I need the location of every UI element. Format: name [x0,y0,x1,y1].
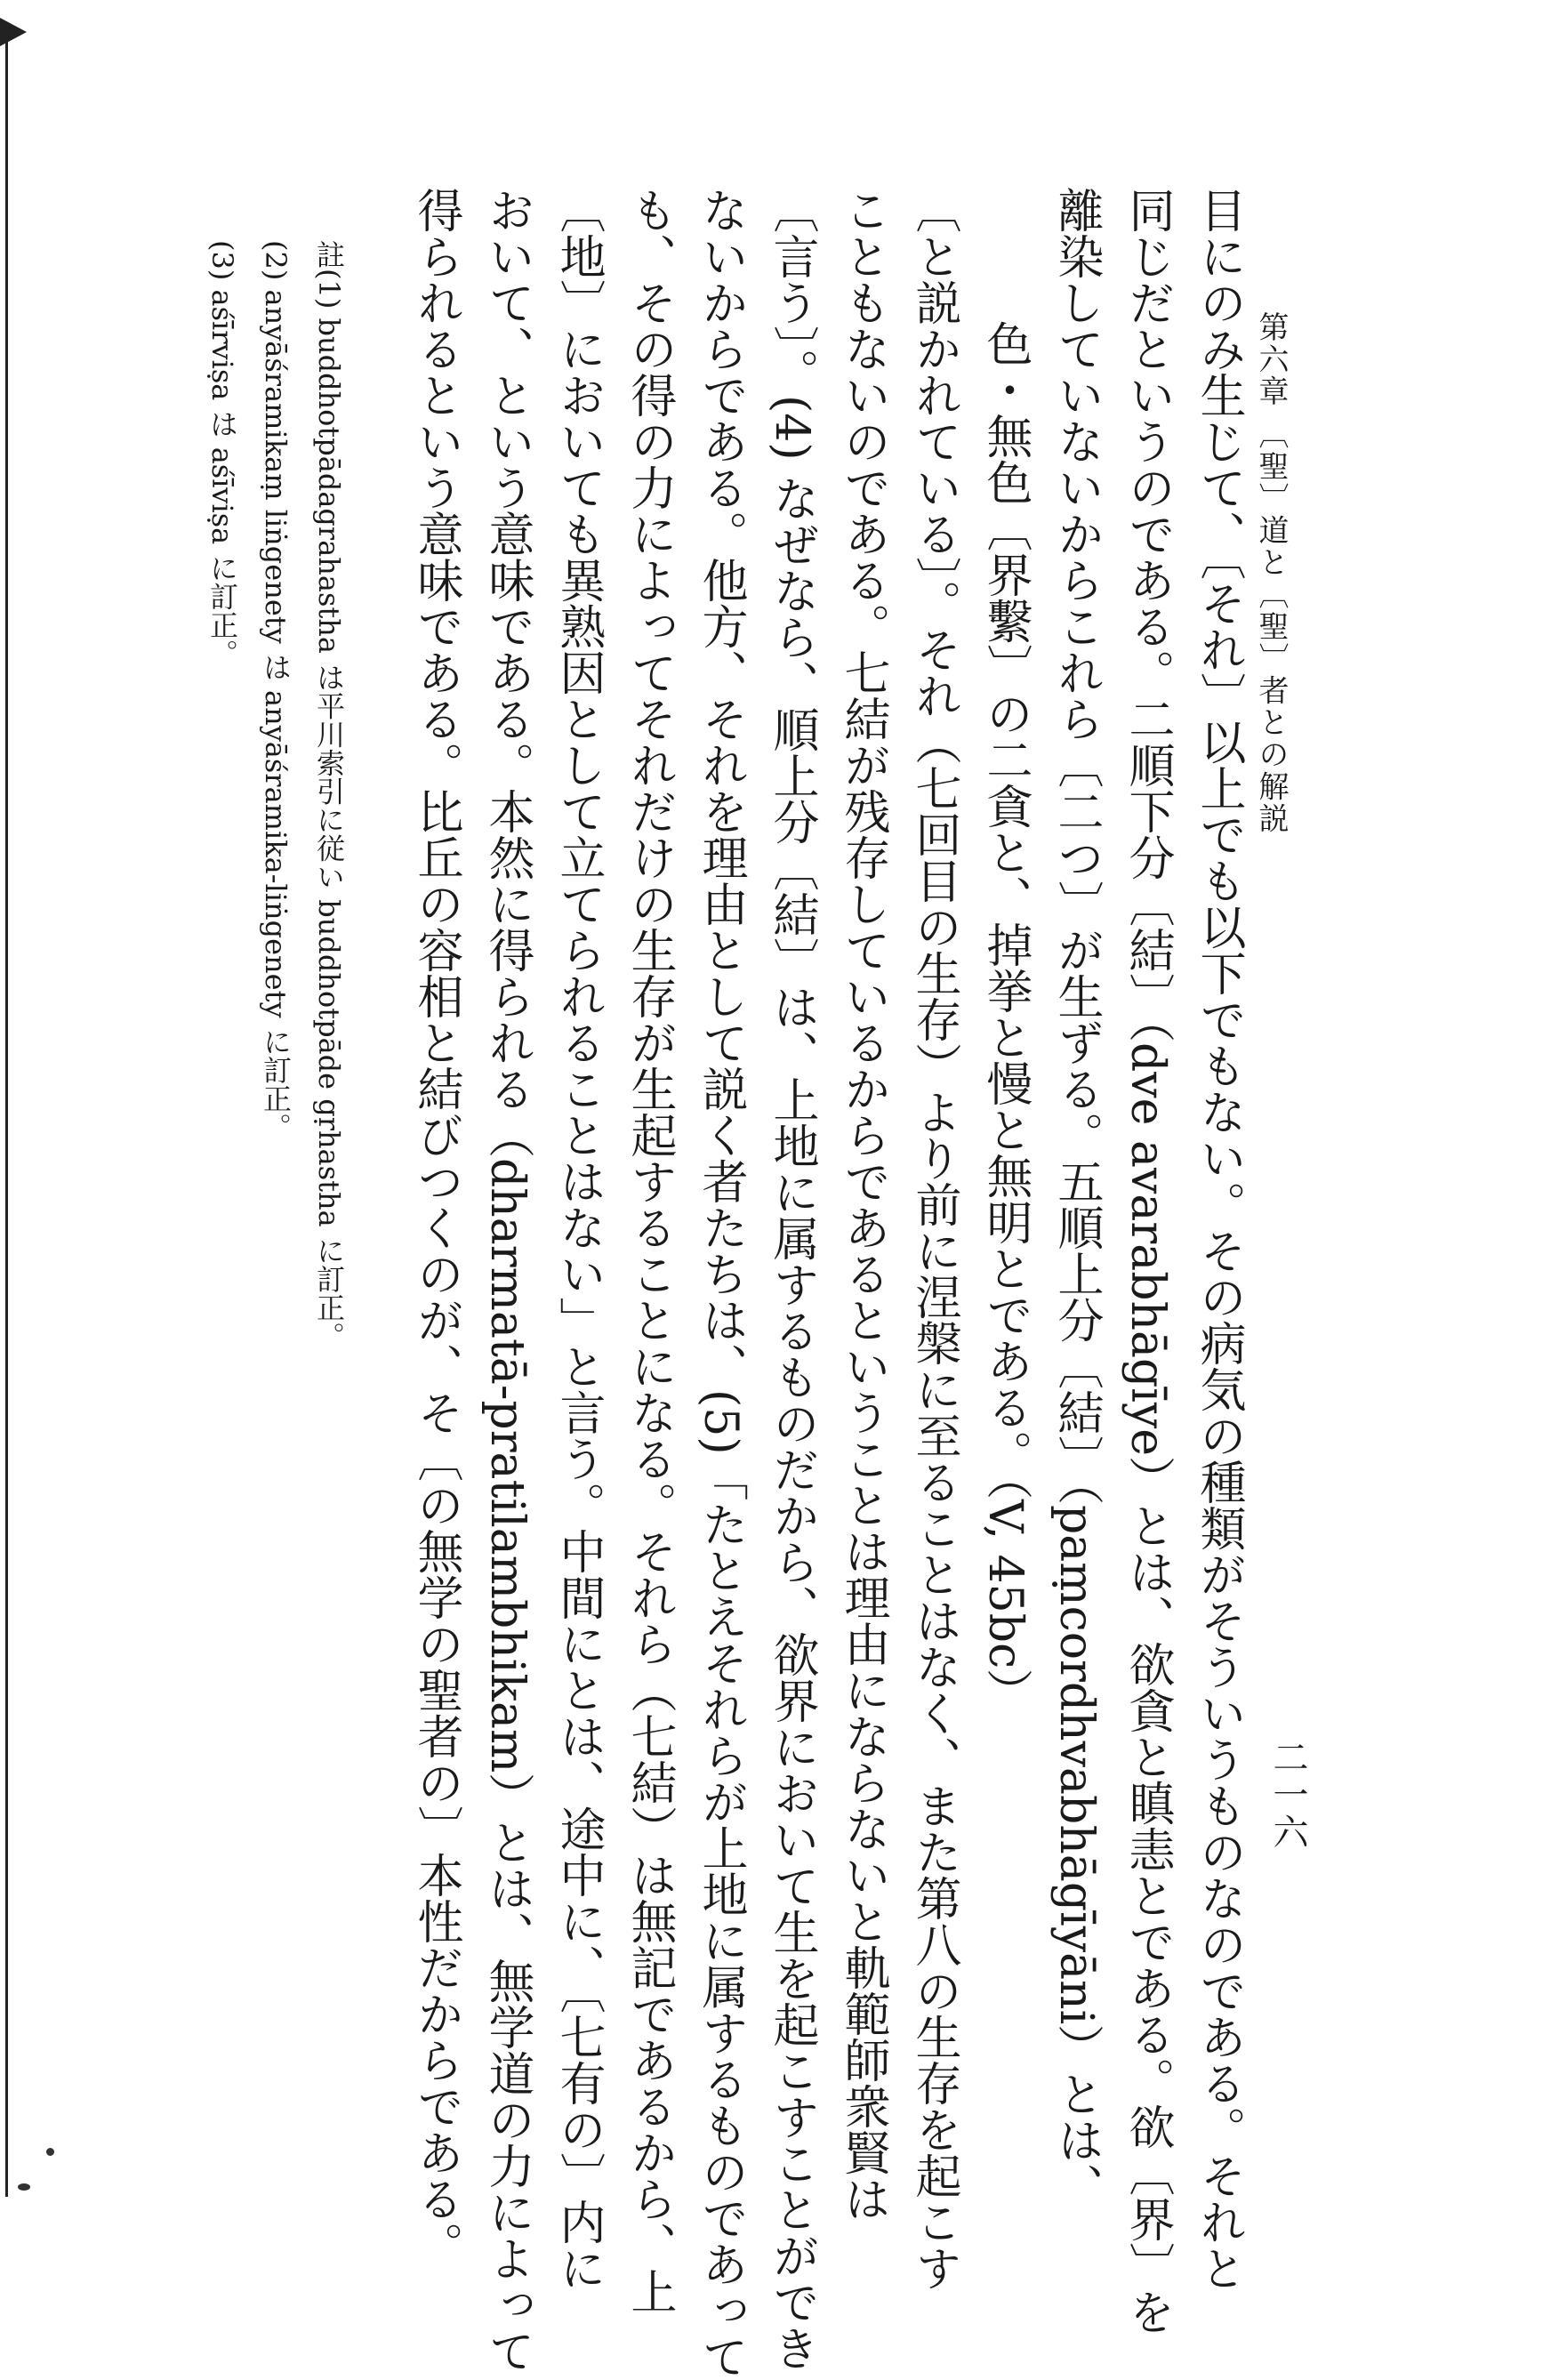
text-line: 〔と説かれている〕。それ（七回目の生存）より前に涅槃に至ることはなく、また第八の生存を起こす [907,187,960,2291]
scan-speck [18,2183,30,2191]
binding-edge-line [5,27,8,2197]
text-line: 〔言う〕。(4) なぜなら、順上分〔結〕は、上地に属するものだから、欲界において生を起こすことができ [765,187,818,2372]
running-head: 第六章 〔聖〕道と〔聖〕者との解説 [1253,311,1289,835]
binding-mark [0,18,27,46]
text-line: こともないのである。七結が残存しているからであるということは理由にならないと軌範師衆賢は [836,187,889,2222]
main-text [409,187,1254,2380]
footnote: (2) anyāśramikaṃ liṅgenety は anyāśramika-liṅgenety に訂正。 [259,240,293,1141]
text-line: 目にのみ生じて、〔それ〕以上でも以下でもない。その病気の種類がそういうものなのである。それと [1192,187,1245,2291]
text-line: 離染していないからこれら〔二つ〕が生ずる。五順上分〔結〕（paṃcordhvabhāgīyāni）とは、 [1049,187,1103,2210]
text-line: 〔地〕においても異熟因として立てられることはない」と言う。中間にとは、途中に、〔七有の〕内に [551,187,605,2291]
text-line: ないからである。他方、それを理由として説く者たちは、(5)「たとえそれらが上地に属するものであって [694,187,747,2380]
page-number: 二一六 [1267,1739,1308,1851]
text-line: も、その得の力によってそれだけの生存が生起することになる。それら（七結）は無記であるから、上 [623,187,676,2314]
text-line: 得られるという意味である。比丘の容相と結びつくのが、そ〔の無学の聖者の〕本性だからである。 [409,187,462,2268]
footnote: (3) aśīrviṣa は aśīviṣa に訂正。 [205,240,239,668]
footnote: 註(1) buddhotpādagrahastha は平川索引に従い buddhotpāde gṛhastha に訂正。 [312,240,346,1350]
text-line: おいて、という意味である。本然に得られる（dharmatā-pratilambhikam）とは、無学道の力によって [480,187,534,2375]
scan-speck [46,2148,54,2156]
footnotes [196,240,356,1396]
verse-line: 色・無色〔界繫〕の二貪と、掉挙と慢と無明とである。（V, 45bc） [978,320,1032,1716]
text-line: 同じだというのである。二順下分〔結〕（dve avarabhāgīye）とは、欲貪と瞋恚とである。欲〔界〕を [1121,187,1174,2336]
